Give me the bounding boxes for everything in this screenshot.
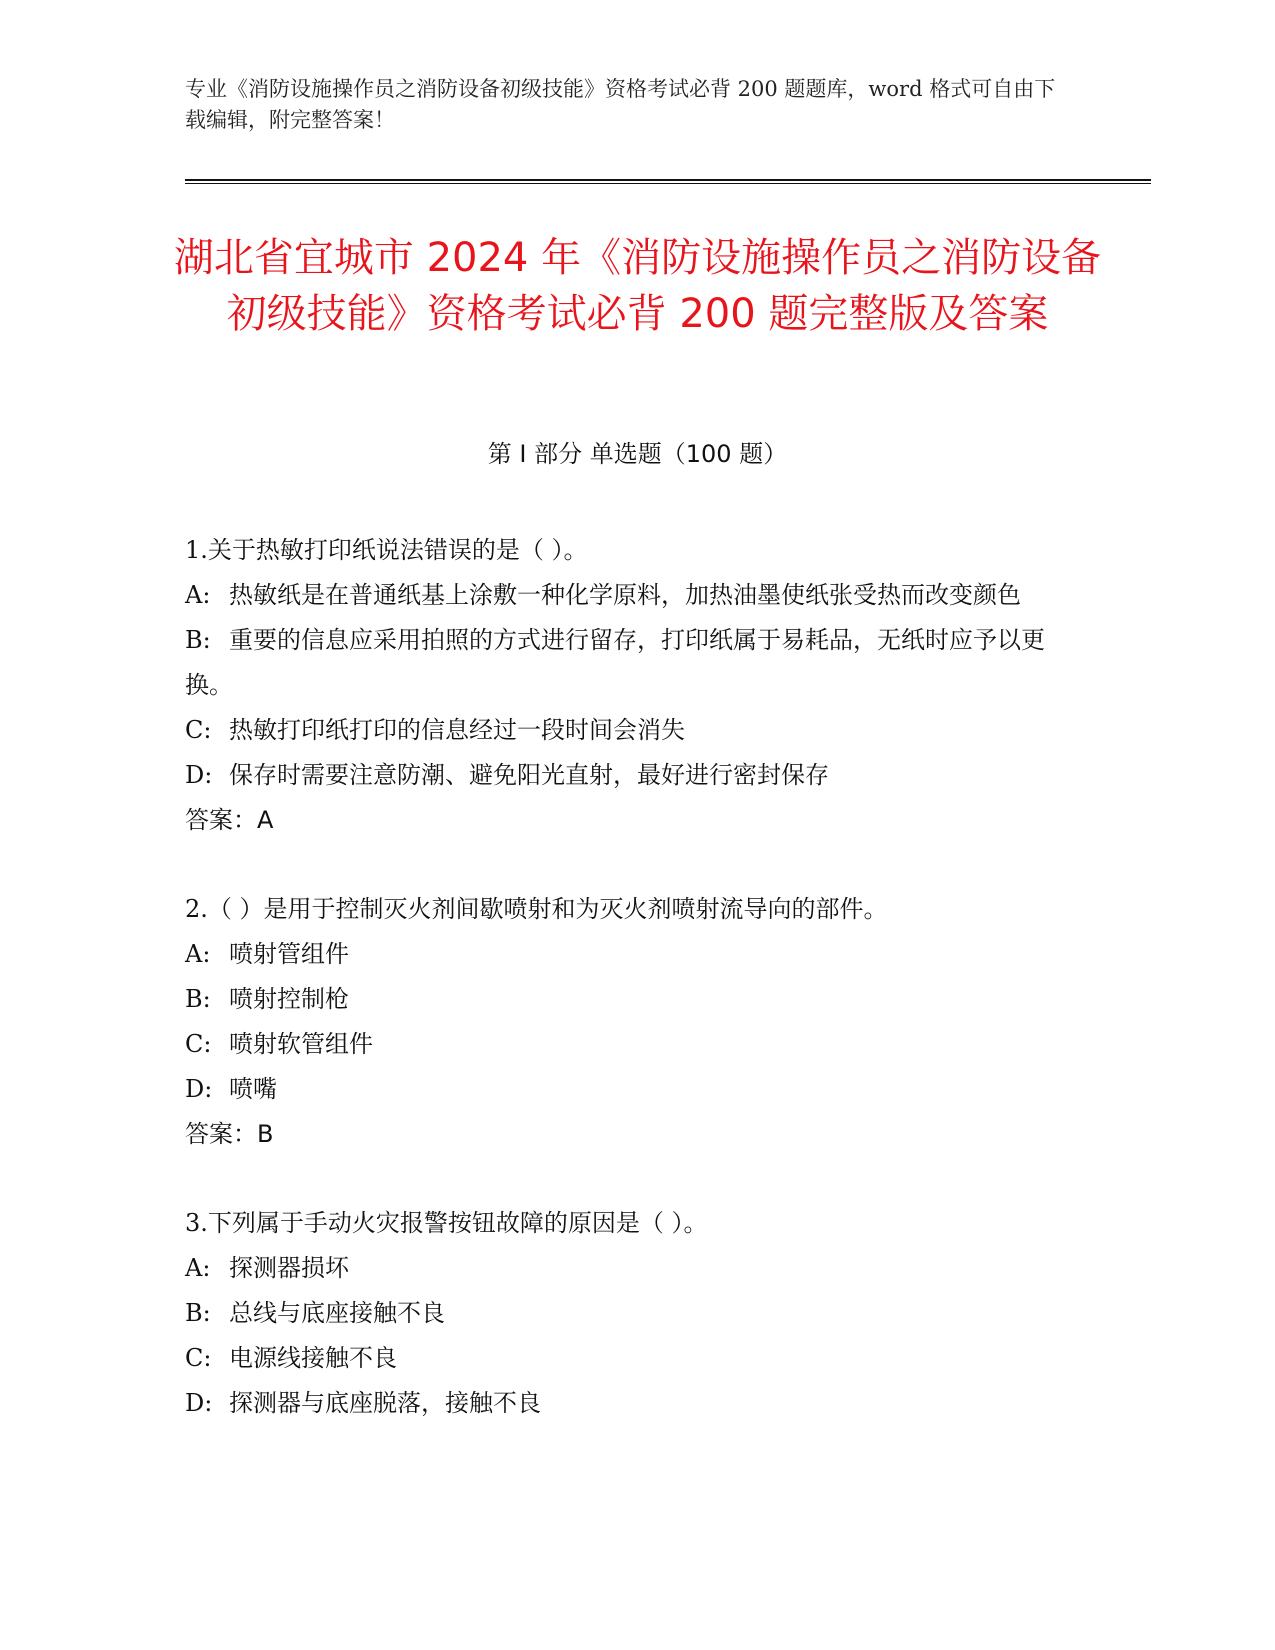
option-key: D: xyxy=(185,1389,213,1417)
option-text: 喷射控制枪 xyxy=(229,985,349,1013)
option-text: 喷射软管组件 xyxy=(229,1030,373,1058)
answer-option xyxy=(185,1246,1085,1291)
option-text: 探测器损坏 xyxy=(229,1254,349,1282)
option-key: A: xyxy=(185,1254,211,1282)
answer-option xyxy=(185,1336,1085,1381)
header-rule-thin xyxy=(185,183,1151,184)
question-block xyxy=(185,1201,1085,1426)
option-text: 电源线接触不良 xyxy=(229,1344,397,1372)
answer-option xyxy=(185,1291,1085,1336)
question-block xyxy=(185,528,1085,843)
option-key: A: xyxy=(185,940,211,968)
option-key: B: xyxy=(185,626,211,654)
answer-line: 答案：A xyxy=(185,806,274,834)
option-text: 热敏打印纸打印的信息经过一段时间会消失 xyxy=(229,716,685,744)
answer-line: 答案：B xyxy=(185,1120,274,1148)
document-title: 湖北省宜城市 2024 年《消防设施操作员之消防设备初级技能》资格考试必背 200 题完整版及答案 xyxy=(173,235,1102,337)
answer-option xyxy=(185,753,1085,798)
option-key: B: xyxy=(185,985,211,1013)
header-rule-thick xyxy=(185,179,1151,181)
answer-option xyxy=(185,932,1085,977)
question-block xyxy=(185,887,1085,1157)
option-key: C: xyxy=(185,1030,212,1058)
question-stem: 2.（ ）是用于控制灭火剂间歇喷射和为灭火剂喷射流导向的部件。 xyxy=(185,895,888,923)
option-key: C: xyxy=(185,716,212,744)
question-stem: 3.下列属于手动火灾报警按钮故障的原因是（ ）。 xyxy=(185,1209,708,1237)
answer-option xyxy=(185,1067,1085,1112)
option-text: 探测器与底座脱落，接触不良 xyxy=(229,1389,541,1417)
option-text: 保存时需要注意防潮、避免阳光直射，最好进行密封保存 xyxy=(229,761,829,789)
answer-option xyxy=(185,1022,1085,1067)
option-text: 喷射管组件 xyxy=(229,940,349,968)
header-note: 专业《消防设施操作员之消防设备初级技能》资格考试必背 200 题题库，word 格式可自由下载编辑，附完整答案！ xyxy=(185,77,1056,132)
option-key: C: xyxy=(185,1344,212,1372)
answer-option xyxy=(185,708,1085,753)
answer-option xyxy=(185,573,1085,618)
option-key: D: xyxy=(185,1075,213,1103)
section-heading: 第 I 部分 单选题（100 题） xyxy=(487,440,788,468)
question-stem: 1.关于热敏打印纸说法错误的是（ ）。 xyxy=(185,536,588,564)
answer-option xyxy=(185,977,1085,1022)
answer-option xyxy=(185,1381,1085,1426)
answer-option xyxy=(185,618,1085,708)
option-text: 重要的信息应采用拍照的方式进行留存，打印纸属于易耗品，无纸时应予以更换。 xyxy=(185,626,1045,699)
option-text: 喷嘴 xyxy=(229,1075,277,1103)
option-key: B: xyxy=(185,1299,211,1327)
option-key: D: xyxy=(185,761,213,789)
question-list xyxy=(185,528,1085,1470)
option-key: A: xyxy=(185,581,211,609)
option-text: 总线与底座接触不良 xyxy=(229,1299,445,1327)
option-text: 热敏纸是在普通纸基上涂敷一种化学原料，加热油墨使纸张受热而改变颜色 xyxy=(229,581,1021,609)
